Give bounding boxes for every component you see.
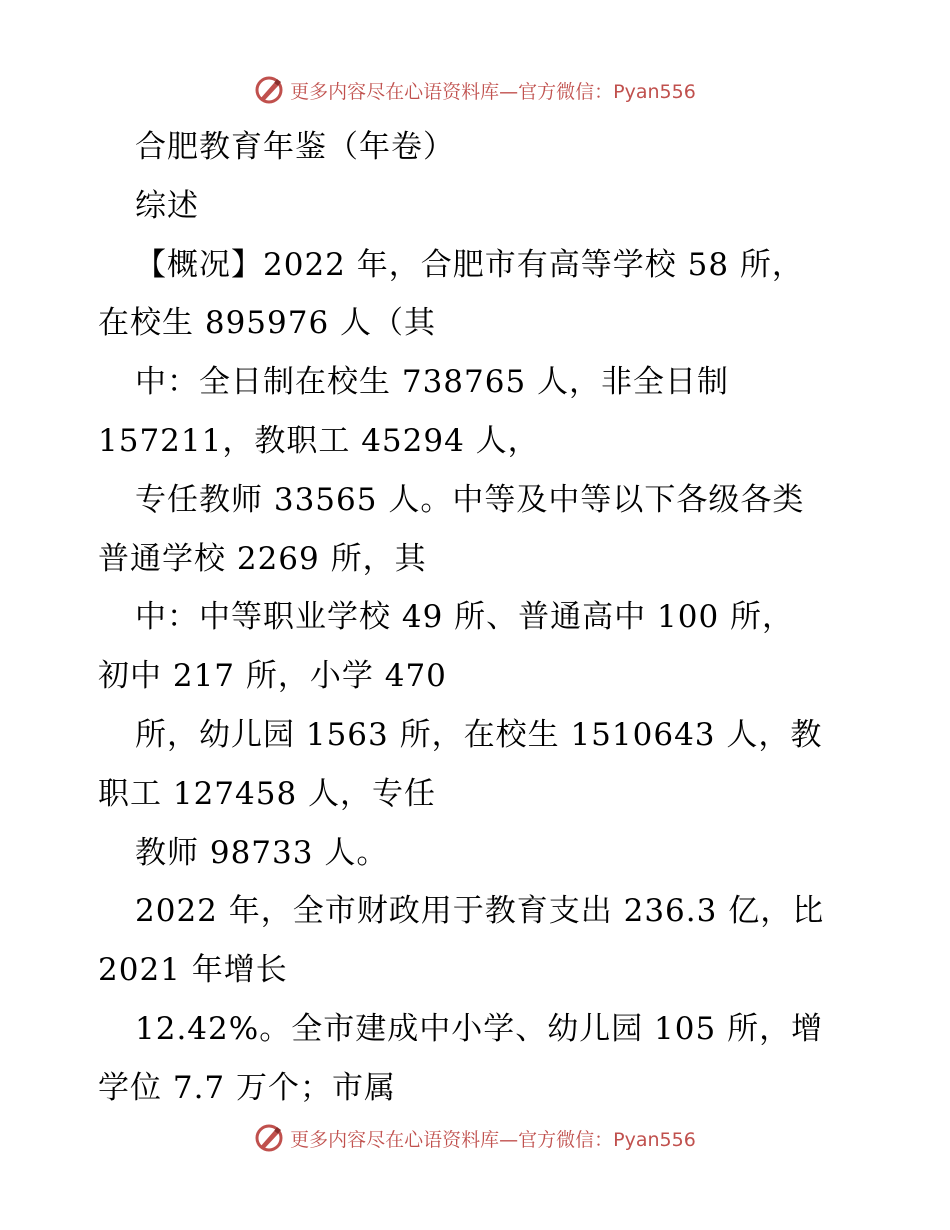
text-line: 中：全日制在校生 738765 人，非全日制 bbox=[135, 364, 730, 401]
text-line: 初中 217 所，小学 470 bbox=[98, 658, 447, 695]
pen-circle-icon bbox=[254, 1123, 284, 1153]
text-line: 学位 7.7 万个；市属 bbox=[98, 1069, 397, 1106]
pen-circle-icon bbox=[254, 75, 284, 105]
text-line: 合肥教育年鉴（年卷） bbox=[135, 129, 455, 165]
text-line: 综述 bbox=[135, 187, 199, 224]
text-line: 所，幼儿园 1563 所，在校生 1510643 人，教 bbox=[135, 716, 823, 753]
text-line: 【概况】2022 年，合肥市有高等学校 58 所， bbox=[135, 246, 804, 283]
text-line: 2022 年，全市财政用于教育支出 236.3 亿，比 bbox=[135, 893, 825, 930]
text-line: 普通学校 2269 所，其 bbox=[98, 540, 427, 577]
header-banner bbox=[0, 70, 950, 110]
text-line: 157211，教职工 45294 人， bbox=[98, 422, 540, 459]
document-body bbox=[98, 118, 858, 1118]
footer-banner bbox=[0, 1118, 950, 1158]
text-line: 中：中等职业学校 49 所、普通高中 100 所， bbox=[135, 599, 795, 636]
text-line: 12.42%。全市建成中小学、幼儿园 105 所，增 bbox=[135, 1010, 824, 1047]
text-line: 专任教师 33565 人。中等及中等以下各级各类 bbox=[135, 481, 805, 518]
text-line: 教师 98733 人。 bbox=[135, 834, 389, 871]
banner-text: 更多内容尽在心语资料库—官方微信：Pyan556 bbox=[290, 1128, 696, 1151]
banner-text: 更多内容尽在心语资料库—官方微信：Pyan556 bbox=[290, 80, 696, 103]
text-line: 在校生 895976 人（其 bbox=[98, 305, 437, 342]
text-line: 2021 年增长 bbox=[98, 952, 288, 989]
text-line: 职工 127458 人，专任 bbox=[98, 775, 437, 812]
